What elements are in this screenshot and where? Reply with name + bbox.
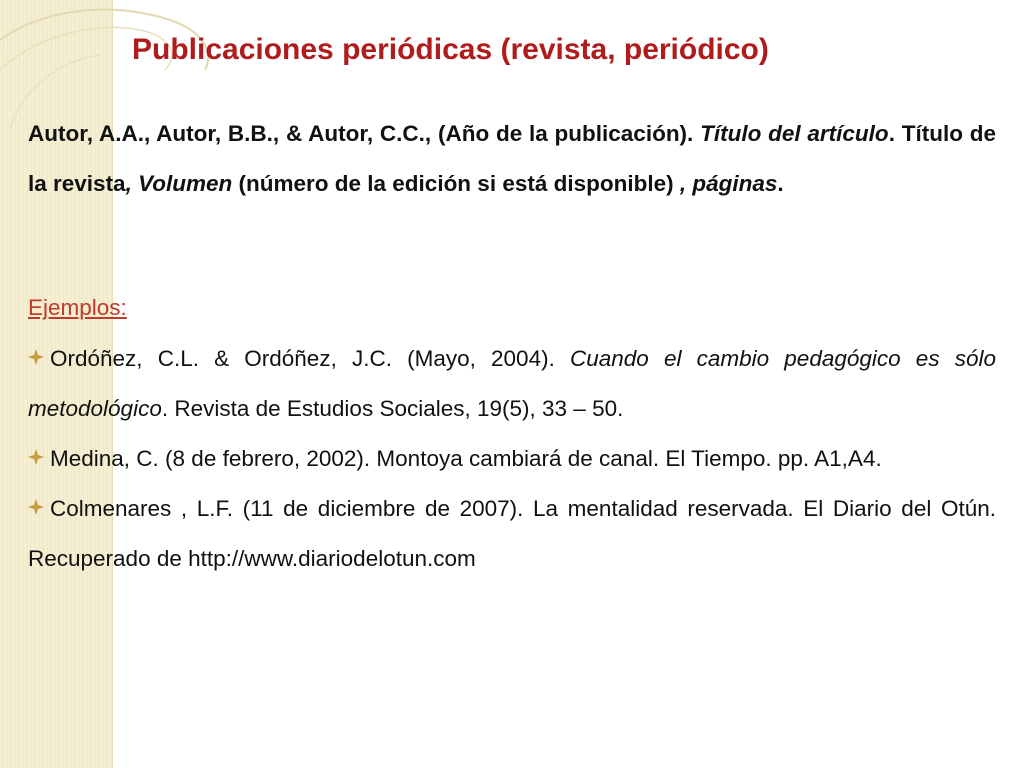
diamond-bullet-icon: [28, 449, 44, 465]
slide-title: Publicaciones periódicas (revista, periódico): [132, 33, 769, 66]
format-article-title: Título del artículo: [700, 121, 889, 146]
example-text: Colmenares , L.F. (11 de diciembre de 2007). La mentalidad reservada. El Diario del Otún. Recuperado de http://www.diariodelotun.com: [28, 496, 996, 571]
format-pages: , páginas: [673, 171, 778, 196]
example-text: Medina, C. (8 de febrero, 2002). Montoya cambiará de canal. El Tiempo. pp. A1,A4.: [50, 446, 882, 471]
examples-heading: Ejemplos:: [28, 295, 127, 320]
example-item: [28, 434, 996, 484]
format-end: .: [777, 171, 784, 196]
examples-list: [28, 334, 996, 584]
diamond-bullet-icon: [28, 349, 44, 365]
format-issue: (número de la edición si está disponible): [232, 171, 674, 196]
example-item: [28, 484, 996, 584]
example-text-end: . Revista de Estudios Sociales, 19(5), 33 – 50.: [161, 396, 624, 421]
example-italic: Cuando el cambio pedagógico es sólo metodológico: [28, 346, 996, 421]
diamond-bullet-icon: [28, 499, 44, 515]
format-author-year: Autor, A.A., Autor, B.B., & Autor, C.C., (Año de la publicación).: [28, 121, 694, 146]
format-journal: . Título de la revista: [28, 121, 996, 196]
citation-format: [28, 109, 996, 209]
example-item: [28, 334, 996, 434]
format-volume: , Volumen: [125, 171, 233, 196]
example-text: Ordóñez, C.L. & Ordóñez, J.C. (Mayo, 2004).: [50, 346, 570, 371]
